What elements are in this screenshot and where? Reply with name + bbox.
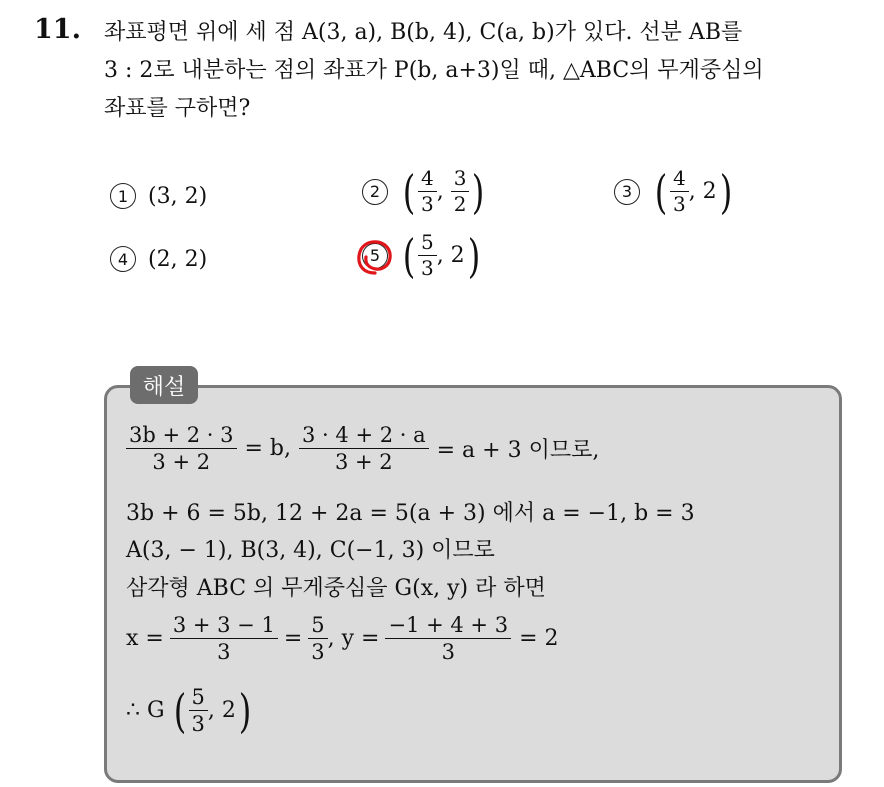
solution-fraction-2 <box>299 424 429 473</box>
solution-line-5 <box>126 614 559 663</box>
right-paren: ) <box>467 228 480 283</box>
comma: , <box>436 179 451 204</box>
question-line-2: 3 : 2로 내분하는 점의 좌표가 P(b, a+3)일 때, △ABC의 무게중심의 <box>104 58 764 83</box>
choice-3-number: 3 <box>614 179 640 205</box>
fraction-numerator: 3 · 4 + 2 · a <box>299 424 429 449</box>
fraction-numerator: 5 <box>189 686 208 711</box>
choice-5-fraction <box>418 232 437 279</box>
left-paren: ( <box>173 683 186 738</box>
solution-line-4: 삼각형 ABC 의 무게중심을 G(x, y) 라 하면 <box>126 576 546 601</box>
choice-5-den: 3 <box>420 256 434 280</box>
choice-1-text: (3, 2) <box>148 183 208 209</box>
choice-5-number: 5 <box>362 243 388 269</box>
choice-1-number: 1 <box>110 183 136 209</box>
solution-line-6 <box>126 683 254 738</box>
equation-text: ∴ G <box>126 698 165 724</box>
left-paren: ( <box>402 164 416 219</box>
equation-text: , y = <box>327 626 380 652</box>
choice-4-number: 4 <box>110 246 136 272</box>
choice-5-num: 5 <box>418 232 437 256</box>
right-paren: ) <box>719 164 732 219</box>
choice-2-num-2: 3 <box>451 168 470 192</box>
solution-line-3: A(3, − 1), B(3, 4), C(−1, 3) 이므로 <box>126 538 495 563</box>
red-answer-circle-icon <box>355 237 395 277</box>
left-paren: ( <box>654 164 668 219</box>
fraction-denominator: 3 <box>217 640 231 665</box>
fraction-denominator: 3 + 2 <box>334 450 393 475</box>
equation-text: , 2 <box>207 698 236 724</box>
equation-text: = 2 <box>519 626 559 652</box>
choice-2-den-2: 2 <box>453 192 467 216</box>
choice-3-num: 4 <box>670 168 689 192</box>
choice-3-fraction <box>670 168 689 215</box>
question-number: 11. <box>34 14 81 45</box>
solution-fraction-1 <box>126 424 237 473</box>
choice-4[interactable] <box>110 246 207 272</box>
choice-1[interactable] <box>110 183 207 209</box>
equation-text: x = <box>126 626 164 652</box>
choice-3-tail: , 2 <box>688 179 717 204</box>
equation-text: = b, <box>244 436 292 462</box>
choice-2-fraction-2 <box>451 168 470 215</box>
question-line-1: 좌표평면 위에 세 점 A(3, a), B(b, 4), C(a, b)가 있다. 선분 AB를 <box>104 20 743 45</box>
fraction-numerator: 3 + 3 − 1 <box>170 614 278 639</box>
right-paren: ) <box>238 683 252 738</box>
fraction-denominator: 3 <box>311 640 325 665</box>
choice-2-den-1: 3 <box>420 192 434 216</box>
fraction-numerator: −1 + 4 + 3 <box>385 614 511 639</box>
choice-2-num-1: 4 <box>418 168 437 192</box>
solution-line-1 <box>126 424 599 473</box>
fraction-denominator: 3 <box>191 712 205 737</box>
equation-text: = <box>283 626 303 652</box>
solution-fraction-4 <box>308 614 327 663</box>
choice-3-den: 3 <box>672 192 686 216</box>
question-line-3: 좌표를 구하면? <box>104 96 251 121</box>
solution-fraction-5 <box>385 614 511 663</box>
fraction-numerator: 3b + 2 · 3 <box>126 424 237 449</box>
equation-text: = a + 3 이므로, <box>436 438 600 464</box>
fraction-numerator: 5 <box>308 614 327 639</box>
solution-badge: 해설 <box>130 366 198 404</box>
fraction-denominator: 3 <box>441 640 455 665</box>
choice-5-tail: , 2 <box>436 243 465 268</box>
choice-2-fraction-1 <box>418 168 437 215</box>
solution-fraction-3 <box>170 614 278 663</box>
right-paren: ) <box>472 164 485 219</box>
choice-3[interactable] <box>614 164 735 219</box>
left-paren: ( <box>402 228 416 283</box>
choice-2[interactable] <box>362 164 487 219</box>
solution-fraction-6 <box>189 686 208 735</box>
fraction-denominator: 3 + 2 <box>152 450 211 475</box>
question-text <box>104 14 864 128</box>
choice-4-text: (2, 2) <box>148 246 208 272</box>
solution-line-2: 3b + 6 = 5b, 12 + 2a = 5(a + 3) 에서 a = −1, b = 3 <box>126 501 695 526</box>
choice-2-number: 2 <box>362 179 388 205</box>
